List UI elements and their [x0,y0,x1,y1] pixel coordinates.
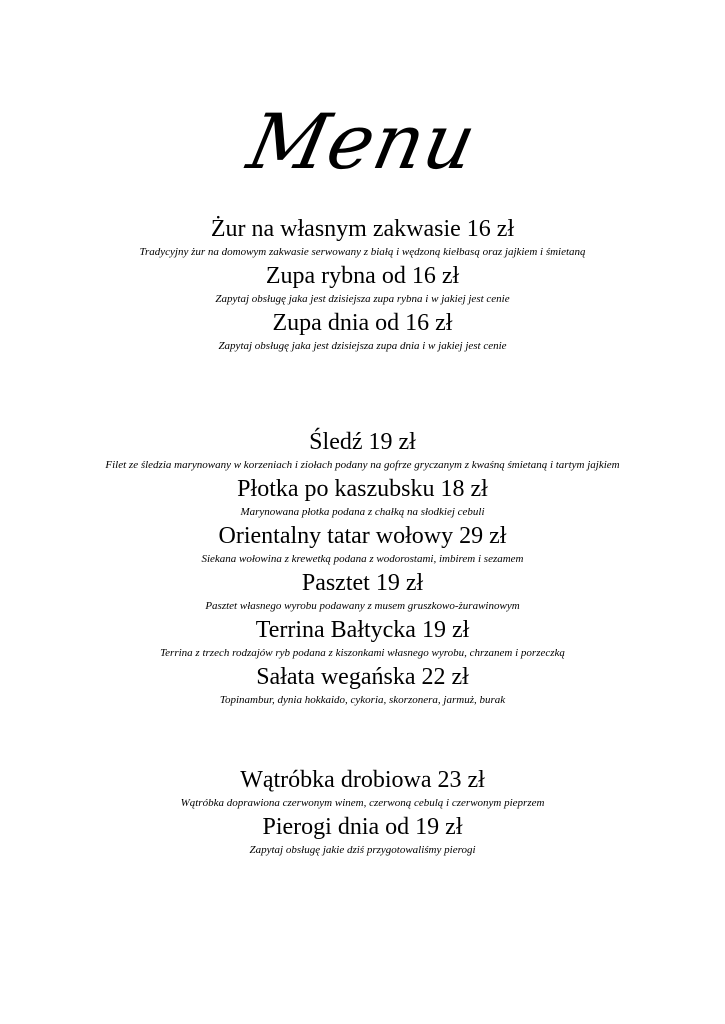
menu-item-name: Zupa rybna od 16 zł [265,263,460,289]
menu-item [0,426,725,473]
menu-item-description: Topinambur, dynia hokkaido, cykoria, skorzonera, jarmuż, burak [219,694,506,706]
menu-title: Menu [240,97,485,186]
menu-item-description: Marynowana płotka podana z chałką na słodkiej cebuli [240,506,485,518]
menu-item-name: Żur na własnym zakwasie 16 zł [210,216,515,242]
menu-item [0,661,725,708]
menu-item-name: Zupa dnia od 16 zł [272,310,453,336]
menu-item-description: Zapytaj obsługę jaka jest dzisiejsza zupa rybna i w jakiej jest cenie [215,293,510,305]
menu-item [0,307,725,354]
menu-item-description: Wątróbka doprawiona czerwonym winem, czerwoną cebulą i czerwonym pieprzem [180,797,545,809]
menu-item [0,811,725,858]
menu-item [0,473,725,520]
menu-item [0,520,725,567]
menu-item-description: Zapytaj obsługę jaka jest dzisiejsza zupa dnia i w jakiej jest cenie [218,340,507,352]
menu-item [0,213,725,260]
menu-item-name: Pierogi dnia od 19 zł [262,814,463,840]
menu-item-description: Zapytaj obsługę jakie dziś przygotowaliśmy pierogi [249,844,476,856]
menu-item [0,260,725,307]
menu-item-name: Pasztet 19 zł [301,570,424,596]
menu-section-starters [0,426,725,708]
menu-item [0,567,725,614]
menu-item-description: Pasztet własnego wyrobu podawany z musem gruszkowo-żurawinowym [205,600,520,612]
menu-item-name: Orientalny tatar wołowy 29 zł [218,523,507,549]
menu-item-name: Wątróbka drobiowa 23 zł [240,767,485,793]
menu-item-name: Terrina Bałtycka 19 zł [255,617,470,643]
menu-item-name: Śledź 19 zł [309,429,416,455]
menu-item-name: Płotka po kaszubsku 18 zł [237,476,488,502]
menu-section-mains [0,764,725,858]
menu-item [0,764,725,811]
menu-item-name: Sałata wegańska 22 zł [256,664,469,690]
menu-item-description: Terrina z trzech rodzajów ryb podana z kiszonkami własnego wyrobu, chrzanem i porzeczką [160,647,565,659]
menu-item-description: Tradycyjny żur na domowym zakwasie serwowany z białą i wędzoną kiełbasą oraz jajkiem i śmietaną [139,246,586,258]
menu-item [0,614,725,661]
menu-item-description: Filet ze śledzia marynowany w korzeniach i ziołach podany na gofrze gryczanym z kwaśną śmietaną i tartym jajkiem [105,459,620,471]
menu-item-description: Siekana wołowina z krewetką podana z wodorostami, imbirem i sezamem [201,553,524,565]
menu-section-soups [0,213,725,354]
